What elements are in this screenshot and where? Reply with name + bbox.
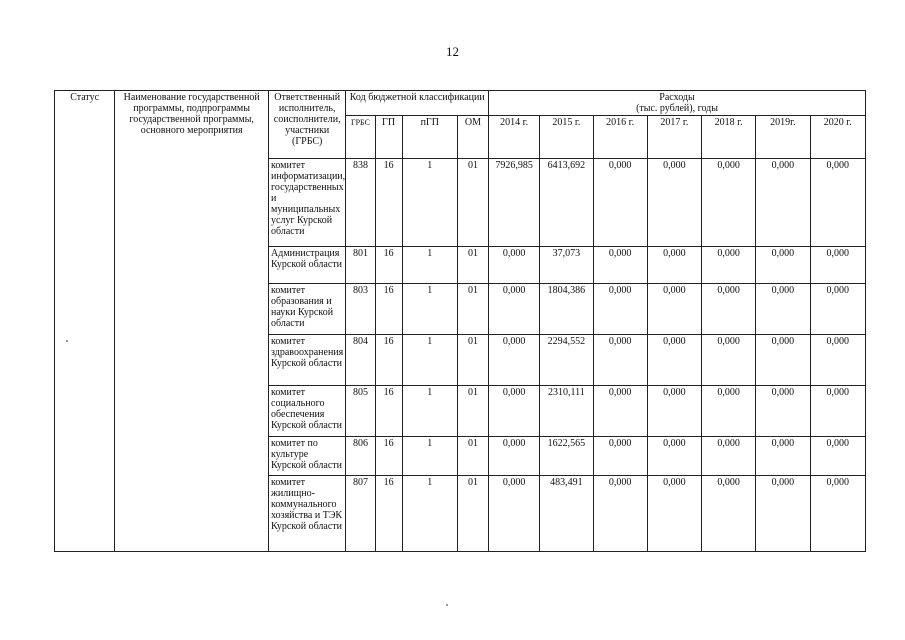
y2017-cell: 0,000	[647, 284, 701, 335]
pgp-cell: 1	[402, 247, 457, 284]
y2020-cell: 0,000	[810, 386, 865, 437]
y2014-cell: 0,000	[489, 284, 540, 335]
y2017-cell: 0,000	[647, 247, 701, 284]
gp-cell: 16	[375, 335, 402, 386]
om-cell: 01	[457, 437, 488, 476]
responsible-cell: комитет социального обеспечения Курской области	[269, 386, 346, 437]
pgp-header: пГП	[402, 116, 457, 159]
y2014-cell: 0,000	[489, 476, 540, 552]
y2019-cell: 0,000	[756, 247, 810, 284]
om-cell: 01	[457, 247, 488, 284]
y2017-cell: 0,000	[647, 386, 701, 437]
gp-header: ГП	[375, 116, 402, 159]
y2015-cell: 37,073	[540, 247, 593, 284]
expenses-header	[489, 91, 866, 116]
om-cell: 01	[457, 386, 488, 437]
y2018-cell: 0,000	[702, 437, 756, 476]
responsible-cell: Администрация Курской области	[269, 247, 346, 284]
pgp-cell: 1	[402, 437, 457, 476]
y2014-cell: 7926,985	[489, 159, 540, 247]
gp-cell: 16	[375, 437, 402, 476]
expenses-header-line2: (тыс. рублей), годы	[636, 103, 718, 114]
y2019-cell: 0,000	[756, 284, 810, 335]
y2019-cell: 0,000	[756, 159, 810, 247]
y2018-cell: 0,000	[702, 284, 756, 335]
y2016-cell: 0,000	[593, 437, 647, 476]
y2019-cell: 0,000	[756, 476, 810, 552]
pgp-cell: 1	[402, 386, 457, 437]
y2020-cell: 0,000	[810, 247, 865, 284]
y2018-cell: 0,000	[702, 386, 756, 437]
y2016-cell: 0,000	[593, 476, 647, 552]
y2017-cell: 0,000	[647, 476, 701, 552]
grbs-cell: 804	[346, 335, 375, 386]
gp-cell: 16	[375, 476, 402, 552]
scan-speck	[446, 604, 448, 606]
year-2020-header: 2020 г.	[810, 116, 865, 159]
pgp-cell: 1	[402, 284, 457, 335]
y2020-cell: 0,000	[810, 476, 865, 552]
y2014-cell: 0,000	[489, 247, 540, 284]
gp-cell: 16	[375, 159, 402, 247]
grbs-header: ГРБС	[346, 116, 375, 159]
y2017-cell: 0,000	[647, 437, 701, 476]
pgp-cell: 1	[402, 159, 457, 247]
y2018-cell: 0,000	[702, 335, 756, 386]
year-2015-header: 2015 г.	[540, 116, 593, 159]
y2018-cell: 0,000	[702, 247, 756, 284]
responsible-header: Ответственный исполнитель, соисполнители, участники (ГРБС)	[269, 91, 346, 159]
grbs-cell: 803	[346, 284, 375, 335]
y2019-cell: 0,000	[756, 437, 810, 476]
budget-code-header: Код бюджетной классификации	[346, 91, 489, 116]
y2014-cell: 0,000	[489, 437, 540, 476]
expenses-header-line1: Расходы	[659, 92, 695, 103]
pgp-cell: 1	[402, 335, 457, 386]
gp-cell: 16	[375, 284, 402, 335]
om-cell: 01	[457, 476, 488, 552]
gp-cell: 16	[375, 247, 402, 284]
grbs-cell: 807	[346, 476, 375, 552]
responsible-cell: комитет здравоохранения Курской области	[269, 335, 346, 386]
page-number: 12	[446, 44, 459, 59]
y2020-cell: 0,000	[810, 284, 865, 335]
y2014-cell: 0,000	[489, 386, 540, 437]
y2016-cell: 0,000	[593, 247, 647, 284]
om-header: ОМ	[457, 116, 488, 159]
responsible-cell: комитет образования и науки Курской области	[269, 284, 346, 335]
y2017-cell: 0,000	[647, 159, 701, 247]
y2019-cell: 0,000	[756, 386, 810, 437]
y2020-cell: 0,000	[810, 335, 865, 386]
responsible-cell: комитет по культуре Курской области	[269, 437, 346, 476]
y2015-cell: 6413,692	[540, 159, 593, 247]
y2015-cell: 1804,386	[540, 284, 593, 335]
grbs-cell: 801	[346, 247, 375, 284]
om-cell: 01	[457, 159, 488, 247]
y2016-cell: 0,000	[593, 386, 647, 437]
year-2016-header: 2016 г.	[593, 116, 647, 159]
responsible-cell: комитет жилищно-коммунального хозяйства и ТЭК Курской области	[269, 476, 346, 552]
y2015-cell: 1622,565	[540, 437, 593, 476]
responsible-cell: комитет информатизации, государственных и муниципальных услуг Курской области	[269, 159, 346, 247]
om-cell: 01	[457, 335, 488, 386]
y2015-cell: 2294,552	[540, 335, 593, 386]
y2014-cell: 0,000	[489, 335, 540, 386]
budget-table	[54, 90, 866, 552]
scan-speck	[66, 340, 68, 342]
y2015-cell: 2310,111	[540, 386, 593, 437]
y2016-cell: 0,000	[593, 335, 647, 386]
year-2018-header: 2018 г.	[702, 116, 756, 159]
name-header: Наименование государственной программы, подпрограммы государственной программы, основного мероприятия	[115, 91, 269, 552]
om-cell: 01	[457, 284, 488, 335]
y2016-cell: 0,000	[593, 159, 647, 247]
year-2019-header: 2019г.	[756, 116, 810, 159]
y2017-cell: 0,000	[647, 335, 701, 386]
y2020-cell: 0,000	[810, 159, 865, 247]
y2018-cell: 0,000	[702, 476, 756, 552]
y2016-cell: 0,000	[593, 284, 647, 335]
year-2017-header: 2017 г.	[647, 116, 701, 159]
y2018-cell: 0,000	[702, 159, 756, 247]
grbs-cell: 805	[346, 386, 375, 437]
grbs-cell: 806	[346, 437, 375, 476]
header-row-1	[55, 91, 866, 116]
y2020-cell: 0,000	[810, 437, 865, 476]
year-2014-header: 2014 г.	[489, 116, 540, 159]
grbs-cell: 838	[346, 159, 375, 247]
status-header: Статус	[55, 91, 115, 552]
gp-cell: 16	[375, 386, 402, 437]
y2015-cell: 483,491	[540, 476, 593, 552]
y2019-cell: 0,000	[756, 335, 810, 386]
pgp-cell: 1	[402, 476, 457, 552]
